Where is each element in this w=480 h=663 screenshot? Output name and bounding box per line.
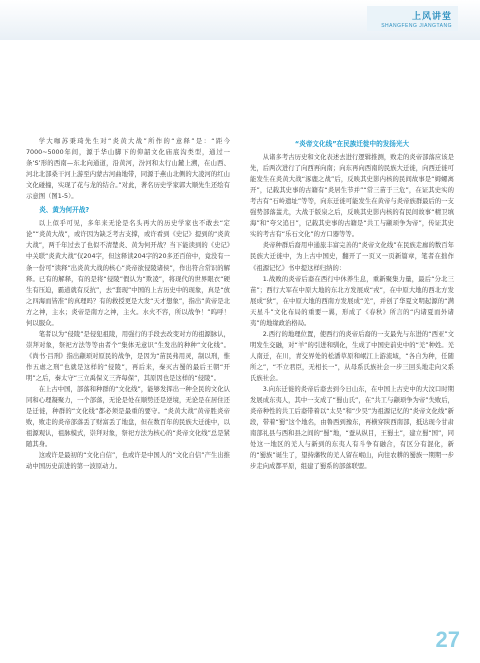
- right-heading: [250, 139, 454, 150]
- right-paragraph-4: 2.西行的地理位置，使西行的炎帝后裔的一支最先与东进的“西亚”文明发生交融，对“羊”的引进和驯化，生成了中国史前史中的“羌”种姓。羌人南迁，在川，青交界处的松潘草原和岷江上游流域，“各自为种，任随所之”，“不立君臣，无相长一”，从母系氏族社会一步三回头地走向父系氏族社会。: [250, 330, 454, 382]
- right-column: [250, 136, 454, 472]
- right-paragraph-5: 3.向东迁徙的炎帝后裔去到今日山东，在中国上古史中的大汶口时期发展成东夷人，其中一支成了“蜀山氏”，在“共工与颛顼争为帝”失败后，炎帝种性的共工后裔带着以“太昊”和“少昊”为祖源记忆的“炎帝文化线”新段，带着“蜀”这个地名，由鲁西到豫东，再横穿陕西南部，抵达现今甘肃南部礼县与西和县之间的“蜀”地，“蚕从纵目，王蜀土”，建立蜀“国”，同处这一地区的羌人与新到的东夷人有斗争有融合，有区分有混化，新的“蜀族”诞生了，望持藩牧的羌人留在岷山，向往农耕的蜀族一期期一步步走向成都平原，组建了蜀系的部落联盟。: [250, 386, 454, 471]
- left-paragraph-3: 笔者以为“侵陵”是侵犯祖陵，用强行的手段去改变对方的祖源脉认，崇拜对象，祭祀方法等等由者个“集体无意识”生发出的种种“文化线”。《尚书·吕刑》指出颛顼对原民的战争，是因为“苗民弗用灵，制以刑，惟作五虐之刑”也就是这样的“侵陵”，再后来，秦灭古蜀的最后王朝“开明”之后，秦太守“三立禹保义三齐每保”，其原因也是这样的“侵陵”。: [26, 330, 230, 382]
- right-paragraph-1: 从诸多考古历史和文化表述去进行逻辑推测，败走的炎帝部落应该是先，后两次进行了向西再向南；向东再向西南的民族大迁徙，向西迁徙可能发生在炎黄大战“涿鹿之战”后，反映其史影内核的民间故事是“姆螺离开”，记载其史事的古籍有“炎居生节并”“常三苗于三危”，在证其史实的考古有“石岭遗址”等等，向东迁徙可能发生在黄帝与炎帝族群最后的一支强势部落蚩尤，大战于版泉之后，反映其史影内核的有民间故事“精卫填海”和“夸父追日”，记载其史事的古籍是“共工与颛顼争为帝”，传证其史实的考古有“乐石文化”的方口器等等。: [250, 154, 454, 239]
- page-number: 27: [435, 627, 460, 652]
- section-title-cn: 上风讲堂: [411, 12, 452, 22]
- left-paragraph-5: 这或许是最初的“文化自信”，也或许是中国人的“文化自信”产生出推动中国历史前进的第一波原动力。: [26, 452, 230, 471]
- left-paragraph-2: 以上似乎可见，多年来无论是名头再大的历史学家也不敢去“定论”“炎黄大战”，或许因为缺乏考古支撑，或许看到《史记》提到的“炎黄大战”，两千年过去了也似不清楚炎、黄为何开战？当下能读到的《史记》中关联“炎黄大战”仅204字，但这释读204字的20多还百倍中，竟没有一条一份可“读释”出炎黄大战的核心“炎帝欲侵陵诸侯”，作出符合常识的解释。已有的解释，有的是将“侵陵”假认为“欺凌”，将现代的世界眼衣“硬生有压迫，霸道就有反抗”，去“套现”中国的上古历史中的现象，真是“放之四海而皆准”的真理吗？有的救授更是大发“天才想象”，指出“黄帝是北方之神，主水；炎帝是南方之神，主火。水火不容，所以战争！”呜呼！何以服众。: [26, 220, 230, 327]
- right-heading-text: “炎帝文化线”在民族迁徙中的发扬光大: [294, 140, 410, 148]
- left-heading: [26, 205, 230, 216]
- left-column: [26, 136, 230, 472]
- left-heading-text: 炎、黄为何开战?: [39, 206, 90, 215]
- section-title-en: SHANGFENG JIANGTANG: [381, 23, 452, 29]
- section-masthead: [367, 6, 458, 31]
- left-paragraph-4: 在上古中国，部落和种群的“文化线”，能够发挥出一种全民的文化认同和心理凝聚力，一个部落，无论是处在顺势还是逆境，无论是在居住还是迁徙，种群的“文化线”都必须是最重的要守。“炎黄大战”黄帝胜炎帝败，败走的炎帝部落丢了财富丢了地盘，但在数百年的民族大迁徙中，以祖源观认，祖脉模式，崇拜对象，祭祀方法为核心的“炎帝文化线”总是紧随其身。: [26, 386, 230, 449]
- left-paragraph-1: 学大咖苏秉琦先生对“炎黄大战”所作的“意释”是：“距今7000~5000年间，源于华山脚下的仰韶文化庙底沟类型，通过一条‘S’形的西南—东北向通道，沿黄河，汾河和太行山麓上溯，在山西、河北北部桑干河上游至内蒙古河曲地带，同源于燕山北侧的大凌河的红山文化碰撞，实现了花与龙的结合。”对此，著名历史学家郭大顺先生还绘有示意图（图1-5）。: [26, 138, 230, 201]
- right-paragraph-2: 炎帝种群后裔用申通旅丰富完善的“炎帝文化线”在民族走廊的数百年民族大迁徙中，为上古中国史，翻开了一页又一页新篇章，笔者在拙作《祖源记忆》书中提这样归纳的：: [250, 242, 454, 272]
- right-paragraph-3: 1.战败的炎帝后裔在西行中休养生息，重新聚集力量，最后“分北三苗”；西行大军在中原大地的东北方发展成“戎”，在中原大地的西北方发展成“狄”，在中原大地的西南方发展成“羌”，并创了华夏文明起源的“满天星斗”文化布局的重要一翼，形成了《春秋》所言的“内诸夏而外诸夷”的地缘政治格局。: [250, 275, 454, 327]
